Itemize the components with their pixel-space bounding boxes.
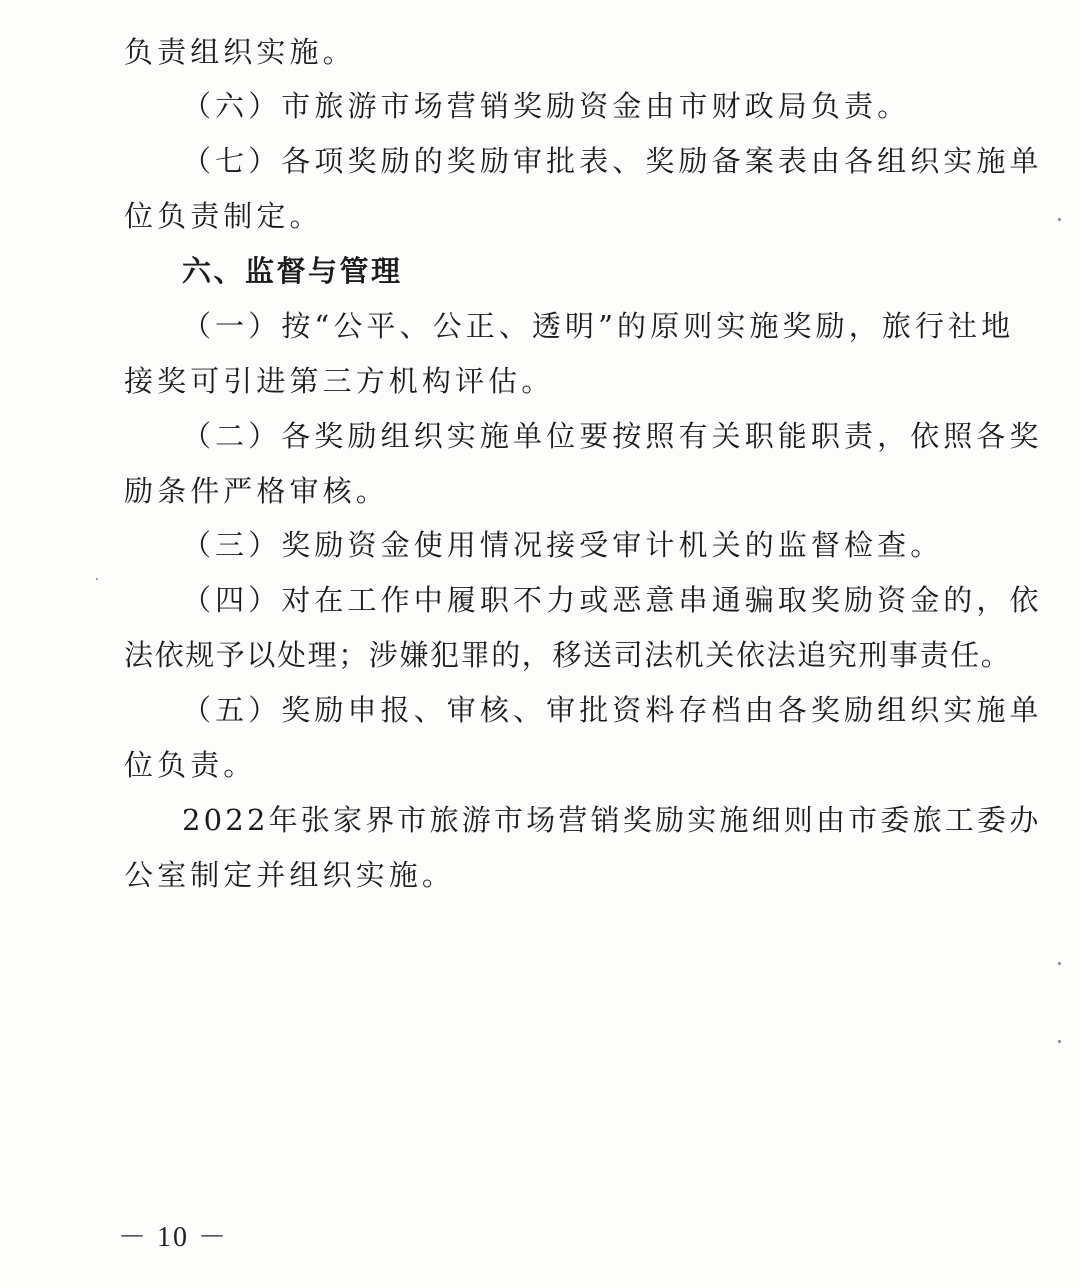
item-1-line-2: 接奖可引进第三方机构评估。 — [124, 364, 555, 398]
item-5-line-1: （五）奖励申报、审核、审批资料存档由各奖励组织实施单 — [182, 693, 1043, 727]
closing-line-1: 2022年张家界市旅游市场营销奖励实施细则由市委旅工委办 — [182, 803, 1042, 837]
item-4-line-1: （四）对在工作中履职不力或恶意串通骗取奖励资金的，依 — [182, 583, 1043, 617]
item-5-line-2: 位负责。 — [124, 748, 257, 782]
item-3-line: （三）奖励资金使用情况接受审计机关的监督检查。 — [182, 528, 944, 562]
clause-6-line: （六）市旅游市场营销奖励资金由市财政局负责。 — [182, 89, 911, 123]
page-number: － 10 － — [118, 1222, 229, 1253]
scan-speck — [1058, 1040, 1061, 1043]
item-2-line-1: （二）各奖励组织实施单位要按照有关职能职责，依照各奖 — [182, 419, 1043, 453]
section-heading: 六、监督与管理 — [182, 254, 403, 288]
paragraph-line-continuation: 负责组织实施。 — [124, 35, 356, 69]
item-4-line-2: 法依规予以处理；涉嫌犯罪的，移送司法机关依法追究刑事责任。 — [124, 638, 1012, 672]
scan-speck — [1058, 962, 1061, 965]
item-2-line-2: 励条件严格审核。 — [124, 474, 389, 508]
item-1-line-1: （一）按“公平、公正、透明”的原则实施奖励，旅行社地 — [182, 309, 1015, 343]
closing-line-2: 公室制定并组织实施。 — [124, 858, 456, 892]
clause-7-line-1: （七）各项奖励的奖励审批表、奖励备案表由各组织实施单 — [182, 144, 1043, 178]
scan-speck — [96, 578, 98, 580]
clause-7-line-2: 位负责制定。 — [124, 199, 323, 233]
scan-speck — [1058, 218, 1061, 221]
